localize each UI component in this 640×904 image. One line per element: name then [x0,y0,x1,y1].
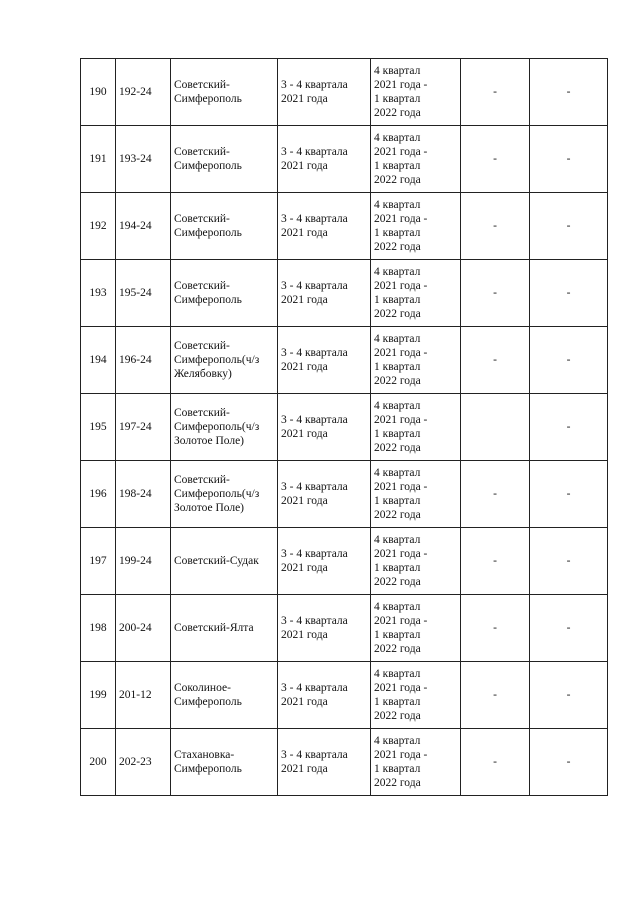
development-period-cell [278,729,371,796]
development-period-cell [278,461,371,528]
development-period-cell-line: 2021 года [281,696,328,708]
implementation-period-cell-line: 4 квартал [374,266,421,278]
row-number-cell: 199 [81,662,116,729]
column-7-cell: - [530,729,608,796]
row-number-cell: 194 [81,327,116,394]
table-row [81,59,608,126]
implementation-period-cell-line: 4 квартал [374,400,421,412]
route-code-cell: 196-24 [116,327,171,394]
column-6-cell: - [461,59,530,126]
implementation-period-cell-line: 2021 года - [374,749,428,761]
row-number-cell: 197 [81,528,116,595]
implementation-period-cell-line: 1 квартал [374,696,421,708]
development-period-cell [278,528,371,595]
route-code-cell: 194-24 [116,193,171,260]
table-row [81,662,608,729]
development-period-cell-line: 2021 года [281,294,328,306]
column-7-cell: - [530,126,608,193]
development-period-cell-line: 3 - 4 квартала [281,347,348,359]
development-period-cell-line: 2021 года [281,93,328,105]
column-6-cell: - [461,126,530,193]
development-period-cell-line: 2021 года [281,361,328,373]
column-7-cell: - [530,595,608,662]
route-name-cell-line: Симферополь(ч/з [174,488,260,500]
implementation-period-cell-line: 4 квартал [374,467,421,479]
implementation-period-cell-line: 1 квартал [374,629,421,641]
route-name-cell-line: Симферополь [174,696,242,708]
implementation-period-cell-line: 2021 года - [374,548,428,560]
implementation-period-cell [371,193,461,260]
row-number-cell: 191 [81,126,116,193]
development-period-cell-line: 2021 года [281,227,328,239]
row-number-cell: 198 [81,595,116,662]
route-name-cell-line: Симферополь [174,763,242,775]
column-6-cell: - [461,260,530,327]
implementation-period-cell-line: 4 квартал [374,735,421,747]
route-name-cell-line: Советский- [174,213,230,225]
route-name-cell-line: Симферополь(ч/з [174,421,260,433]
implementation-period-cell-line: 2021 года - [374,481,428,493]
development-period-cell-line: 3 - 4 квартала [281,481,348,493]
implementation-period-cell-line: 2021 года - [374,347,428,359]
development-period-cell-line: 2021 года [281,495,328,507]
route-name-cell [171,528,278,595]
route-code-cell: 197-24 [116,394,171,461]
implementation-period-cell [371,59,461,126]
route-name-cell-line: Золотое Поле) [174,435,245,447]
column-6-cell: - [461,461,530,528]
route-name-cell-line: Желябовку) [174,368,232,380]
development-period-cell-line: 2021 года [281,562,328,574]
table-body [81,59,608,796]
implementation-period-cell-line: 4 квартал [374,65,421,77]
route-name-cell-line: Золотое Поле) [174,502,245,514]
route-name-cell-line: Советский- [174,474,230,486]
row-number-cell: 200 [81,729,116,796]
implementation-period-cell [371,662,461,729]
implementation-period-cell-line: 2021 года - [374,414,428,426]
development-period-cell [278,662,371,729]
column-6-cell: - [461,193,530,260]
table-row [81,461,608,528]
implementation-period-cell [371,327,461,394]
route-name-cell [171,662,278,729]
column-6-cell: - [461,528,530,595]
route-name-cell-line: Соколиное- [174,682,231,694]
implementation-period-cell-line: 4 квартал [374,132,421,144]
route-name-cell [171,729,278,796]
implementation-period-cell-line: 4 квартал [374,333,421,345]
route-name-cell-line: Советский- [174,340,230,352]
implementation-period-cell-line: 2021 года - [374,213,428,225]
column-6-cell [461,394,530,461]
column-7-cell: - [530,327,608,394]
column-6-cell: - [461,327,530,394]
column-7-cell: - [530,59,608,126]
table-row [81,528,608,595]
route-name-cell [171,327,278,394]
table-row [81,327,608,394]
table-row [81,260,608,327]
implementation-period-cell-line: 2021 года - [374,79,428,91]
route-name-cell [171,461,278,528]
implementation-period-cell-line: 1 квартал [374,562,421,574]
column-6-cell: - [461,729,530,796]
column-7-cell: - [530,461,608,528]
table-row [81,126,608,193]
implementation-period-cell-line: 1 квартал [374,361,421,373]
route-name-cell-line: Симферополь [174,160,242,172]
development-period-cell-line: 3 - 4 квартала [281,213,348,225]
route-name-cell-line: Симферополь [174,227,242,239]
route-name-cell-line: Советский- [174,79,230,91]
column-7-cell: - [530,394,608,461]
row-number-cell: 192 [81,193,116,260]
implementation-period-cell [371,595,461,662]
implementation-period-cell-line: 2022 года [374,509,421,521]
implementation-period-cell-line: 4 квартал [374,534,421,546]
implementation-period-cell [371,394,461,461]
implementation-period-cell-line: 2021 года - [374,682,428,694]
implementation-period-cell [371,260,461,327]
development-period-cell-line: 2021 года [281,629,328,641]
table-row [81,729,608,796]
route-code-cell: 199-24 [116,528,171,595]
development-period-cell-line: 3 - 4 квартала [281,749,348,761]
implementation-period-cell-line: 1 квартал [374,495,421,507]
implementation-period-cell-line: 1 квартал [374,428,421,440]
development-period-cell [278,595,371,662]
route-code-cell: 193-24 [116,126,171,193]
implementation-period-cell-line: 2022 года [374,710,421,722]
route-code-cell: 198-24 [116,461,171,528]
table-row [81,394,608,461]
development-period-cell-line: 3 - 4 квартала [281,79,348,91]
row-number-cell: 196 [81,461,116,528]
route-name-cell-line: Стахановка- [174,749,235,761]
column-7-cell: - [530,193,608,260]
route-name-cell [171,126,278,193]
route-name-cell-line: Советский- [174,280,230,292]
development-period-cell [278,59,371,126]
development-period-cell [278,126,371,193]
implementation-period-cell-line: 2021 года - [374,615,428,627]
development-period-cell [278,193,371,260]
development-period-cell-line: 3 - 4 квартала [281,682,348,694]
route-name-cell-line: Советский-Судак [174,555,259,567]
route-code-cell: 202-23 [116,729,171,796]
implementation-period-cell-line: 1 квартал [374,294,421,306]
development-period-cell [278,327,371,394]
implementation-period-cell-line: 1 квартал [374,763,421,775]
implementation-period-cell-line: 1 квартал [374,227,421,239]
implementation-period-cell-line: 2022 года [374,241,421,253]
route-code-cell: 201-12 [116,662,171,729]
development-period-cell-line: 3 - 4 квартала [281,146,348,158]
route-name-cell-line: Симферополь [174,93,242,105]
table-row [81,193,608,260]
implementation-period-cell-line: 2022 года [374,777,421,789]
route-code-cell: 195-24 [116,260,171,327]
development-period-cell-line: 3 - 4 квартала [281,615,348,627]
route-name-cell [171,193,278,260]
table-row [81,595,608,662]
route-schedule-table [80,58,608,796]
implementation-period-cell-line: 4 квартал [374,199,421,211]
implementation-period-cell [371,528,461,595]
development-period-cell-line: 2021 года [281,160,328,172]
column-6-cell: - [461,662,530,729]
column-6-cell: - [461,595,530,662]
implementation-period-cell-line: 2022 года [374,442,421,454]
column-7-cell: - [530,662,608,729]
implementation-period-cell-line: 4 квартал [374,601,421,613]
route-name-cell-line: Советский- [174,407,230,419]
route-name-cell [171,260,278,327]
row-number-cell: 190 [81,59,116,126]
implementation-period-cell-line: 2021 года - [374,146,428,158]
development-period-cell [278,394,371,461]
route-name-cell [171,394,278,461]
route-name-cell-line: Симферополь(ч/з [174,354,260,366]
route-name-cell-line: Советский-Ялта [174,622,254,634]
column-7-cell: - [530,260,608,327]
route-name-cell [171,59,278,126]
implementation-period-cell-line: 4 квартал [374,668,421,680]
route-name-cell-line: Советский- [174,146,230,158]
development-period-cell [278,260,371,327]
development-period-cell-line: 3 - 4 квартала [281,414,348,426]
implementation-period-cell-line: 2022 года [374,375,421,387]
implementation-period-cell-line: 2022 года [374,174,421,186]
development-period-cell-line: 3 - 4 квартала [281,548,348,560]
implementation-period-cell-line: 2021 года - [374,280,428,292]
implementation-period-cell-line: 1 квартал [374,160,421,172]
implementation-period-cell-line: 1 квартал [374,93,421,105]
route-code-cell: 200-24 [116,595,171,662]
implementation-period-cell-line: 2022 года [374,643,421,655]
development-period-cell-line: 2021 года [281,763,328,775]
implementation-period-cell-line: 2022 года [374,576,421,588]
row-number-cell: 193 [81,260,116,327]
implementation-period-cell-line: 2022 года [374,308,421,320]
implementation-period-cell-line: 2022 года [374,107,421,119]
row-number-cell: 195 [81,394,116,461]
development-period-cell-line: 2021 года [281,428,328,440]
implementation-period-cell [371,461,461,528]
route-name-cell [171,595,278,662]
development-period-cell-line: 3 - 4 квартала [281,280,348,292]
column-7-cell: - [530,528,608,595]
implementation-period-cell [371,729,461,796]
route-name-cell-line: Симферополь [174,294,242,306]
implementation-period-cell [371,126,461,193]
route-code-cell: 192-24 [116,59,171,126]
